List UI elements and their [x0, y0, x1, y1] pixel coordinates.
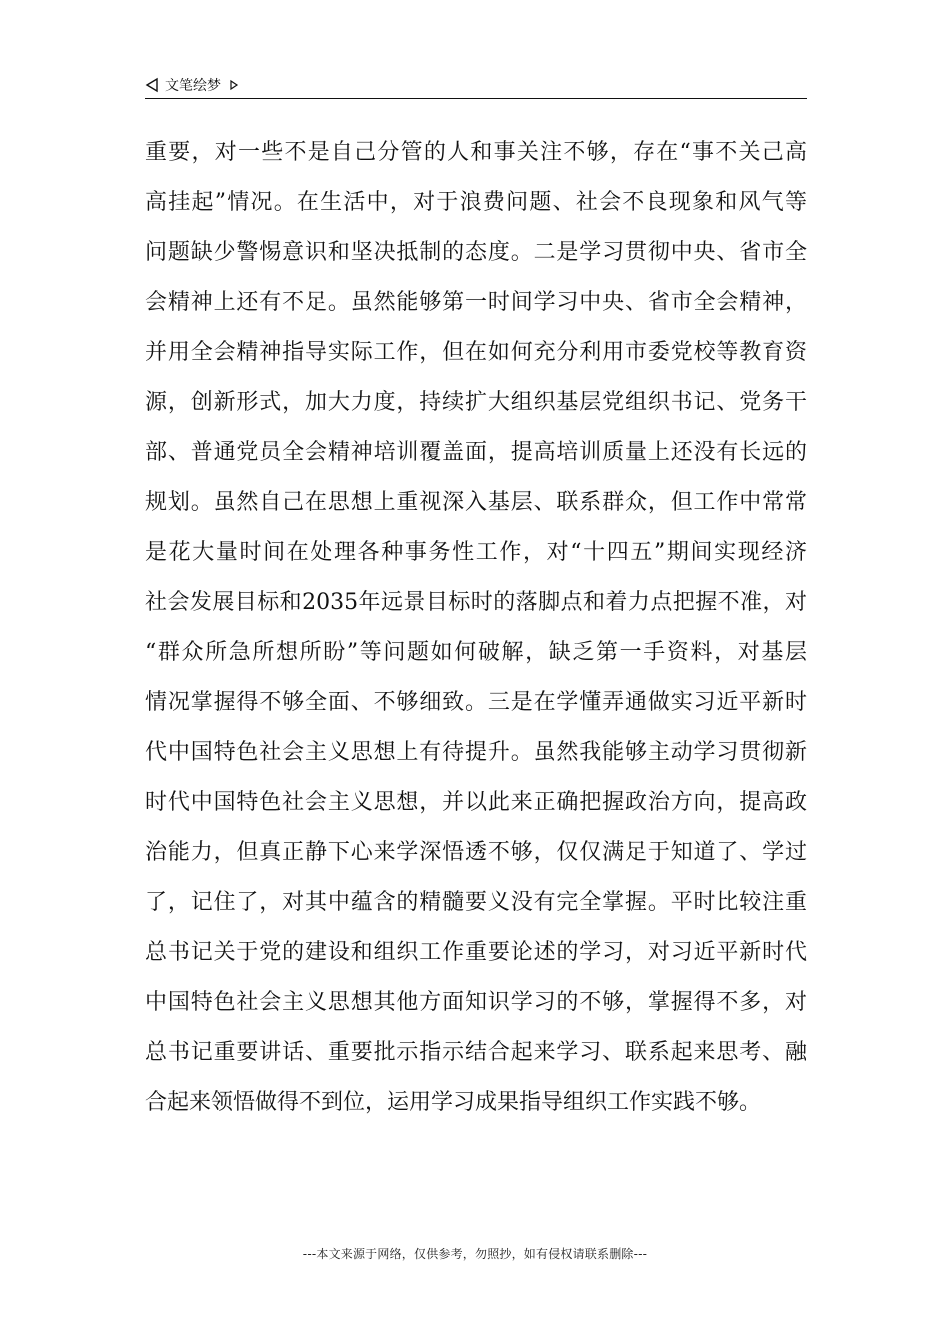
- body-line: 高挂起”情况。在生活中，对于浪费问题、社会不良现象和风气等: [145, 190, 807, 215]
- body-line: 部、普通党员全会精神培训覆盖面，提高培训质量上还没有长远的: [145, 440, 807, 465]
- body-line: 并用全会精神指导实际工作，但在如何充分利用市委党校等教育资: [145, 340, 807, 365]
- body-line: 代中国特色社会主义思想上有待提升。虽然我能够主动学习贯彻新: [145, 740, 807, 765]
- document-body: [145, 128, 807, 1128]
- body-line: 情况掌握得不够全面、不够细致。三是在学懂弄通做实习近平新时: [145, 690, 807, 715]
- body-line: 中国特色社会主义思想其他方面知识学习的不够，掌握得不多，对: [145, 990, 807, 1015]
- right-triangle-outline-icon: [229, 79, 239, 91]
- body-line: 总书记关于党的建设和组织工作重要论述的学习，对习近平新时代: [145, 940, 807, 965]
- body-line: 会精神上还有不足。虽然能够第一时间学习中央、省市全会精神，: [145, 290, 807, 315]
- body-line: 了，记住了，对其中蕴含的精髓要义没有完全掌握。平时比较注重: [145, 890, 807, 915]
- body-line: “群众所急所想所盼”等问题如何破解，缺乏第一手资料，对基层: [145, 640, 807, 665]
- body-line: 规划。虽然自己在思想上重视深入基层、联系群众，但工作中常常: [145, 490, 807, 515]
- body-line: 总书记重要讲话、重要批示指示结合起来学习、联系起来思考、融: [145, 1040, 807, 1065]
- body-line-last: 合起来领悟做得不到位，运用学习成果指导组织工作实践不够。: [145, 1090, 762, 1115]
- header-title: 文笔绘梦: [165, 78, 221, 94]
- body-line: 治能力，但真正静下心来学深悟透不够，仅仅满足于知道了、学过: [145, 840, 807, 865]
- body-line: 社会发展目标和2035年远景目标时的落脚点和着力点把握不准，对: [145, 590, 807, 615]
- body-line: 源，创新形式，加大力度，持续扩大组织基层党组织书记、党务干: [145, 390, 807, 415]
- footer-disclaimer: ---本文来源于网络，仅供参考，勿照抄，如有侵权请联系删除---: [302, 1247, 648, 1261]
- body-line: 是花大量时间在处理各种事务性工作，对“十四五”期间实现经济: [145, 540, 807, 565]
- body-line: 问题缺少警惕意识和坚决抵制的态度。二是学习贯彻中央、省市全: [145, 240, 807, 265]
- page-header: [145, 72, 807, 99]
- body-line: 时代中国特色社会主义思想，并以此来正确把握政治方向，提高政: [145, 790, 807, 815]
- body-line: 重要，对一些不是自己分管的人和事关注不够，存在“事不关己高: [145, 140, 807, 165]
- left-triangle-outline-icon: [145, 77, 159, 93]
